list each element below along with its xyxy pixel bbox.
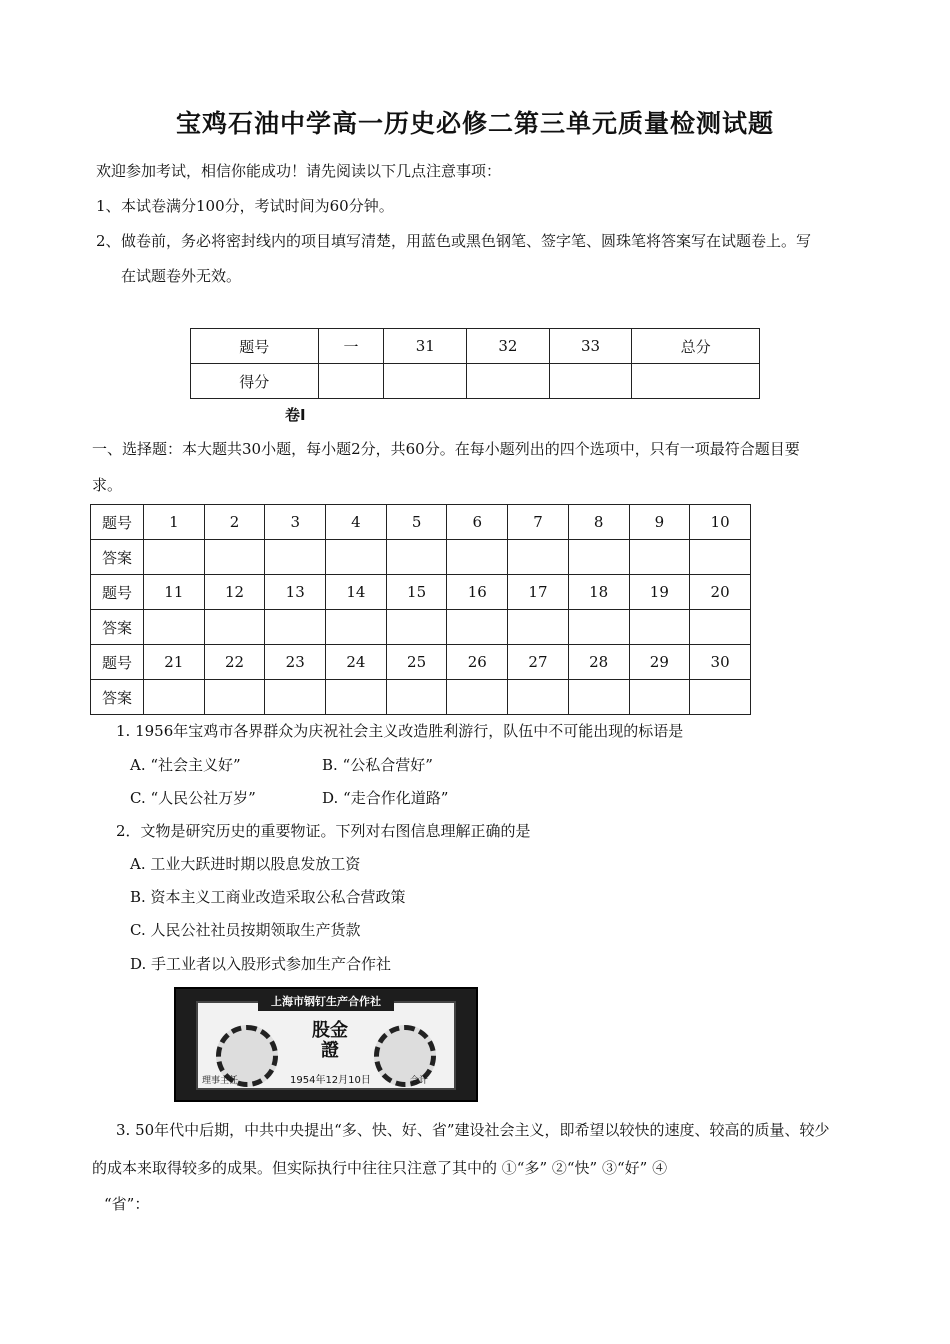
question-1-stem: 1. 1956年宝鸡市各界群众为庆祝社会主义改造胜利游行，队伍中不可能出现的标语是 — [116, 722, 684, 740]
score-table — [190, 328, 760, 399]
answer-entry-cell[interactable] — [508, 540, 569, 575]
answer-entry-row — [91, 540, 751, 575]
note-1-text: 本试卷满分100分，考试时间为60分钟。 — [121, 197, 394, 215]
question-number-cell: 6 — [447, 505, 508, 540]
answer-entry-cell[interactable] — [204, 540, 265, 575]
question-number-cell: 13 — [265, 575, 326, 610]
answer-table — [90, 504, 751, 715]
score-entry-cell[interactable] — [318, 364, 384, 399]
certificate-right-sign: 会计 — [409, 1076, 428, 1086]
question-number-cell: 9 — [629, 505, 690, 540]
answer-entry-cell[interactable] — [144, 680, 205, 715]
answer-entry-cell[interactable] — [508, 610, 569, 645]
question-3-stem-cont: 的成本来取得较多的成果。但实际执行中往往只注意了其中的 ①“多” ②“快” ③“好” ④ — [92, 1159, 668, 1177]
question-2-option-d[interactable]: D. 手工业者以入股形式参加生产合作社 — [130, 955, 392, 973]
answer-question-row — [91, 505, 751, 540]
question-number-cell: 23 — [265, 645, 326, 680]
answer-row-label: 题号 — [91, 645, 144, 680]
question-1-option-b[interactable]: B. “公私合营好” — [322, 756, 433, 774]
answer-entry-cell[interactable] — [326, 680, 387, 715]
note-2-text: 做卷前，务必将密封线内的项目填写清楚，用蓝色或黑色钢笔、签字笔、圆珠笔将答案写在试题卷上。写 — [121, 232, 812, 250]
question-number-cell: 28 — [568, 645, 629, 680]
answer-entry-cell[interactable] — [690, 610, 751, 645]
answer-question-row — [91, 645, 751, 680]
score-header-cell: 33 — [549, 329, 632, 364]
answer-entry-row — [91, 680, 751, 715]
certificate-inner-border — [196, 995, 456, 1090]
score-header-cell: 一 — [318, 329, 384, 364]
question-number-cell: 16 — [447, 575, 508, 610]
answer-entry-cell[interactable] — [447, 540, 508, 575]
answer-entry-cell[interactable] — [265, 610, 326, 645]
answer-entry-cell[interactable] — [508, 680, 569, 715]
answer-row-label: 答案 — [91, 680, 144, 715]
question-number-cell: 17 — [508, 575, 569, 610]
question-number-cell: 26 — [447, 645, 508, 680]
score-entry-cell[interactable] — [632, 364, 760, 399]
greeting-text: 欢迎参加考试，相信你能成功！请先阅读以下几点注意事项： — [96, 162, 502, 180]
answer-entry-row — [91, 610, 751, 645]
question-number-cell: 30 — [690, 645, 751, 680]
question-number-cell: 8 — [568, 505, 629, 540]
answer-entry-cell[interactable] — [144, 540, 205, 575]
question-number-cell: 14 — [326, 575, 387, 610]
section-instructions-cont: 求。 — [92, 476, 123, 494]
question-number-cell: 19 — [629, 575, 690, 610]
question-number-cell: 25 — [386, 645, 447, 680]
question-2-option-a[interactable]: A. 工业大跃进时期以股息发放工资 — [130, 855, 361, 873]
answer-entry-cell[interactable] — [629, 610, 690, 645]
score-entry-cell[interactable] — [384, 364, 467, 399]
question-number-cell: 29 — [629, 645, 690, 680]
score-entry-cell[interactable] — [549, 364, 632, 399]
answer-row-label: 答案 — [91, 610, 144, 645]
answer-entry-cell[interactable] — [386, 610, 447, 645]
section-label: 卷Ⅰ — [285, 406, 306, 424]
score-entry-cell[interactable] — [467, 364, 550, 399]
question-1-option-a[interactable]: A. “社会主义好” — [130, 756, 241, 774]
page-title: 宝鸡石油中学高一历史必修二第三单元质量检测试题 — [175, 109, 774, 138]
score-row-label: 得分 — [191, 364, 319, 399]
question-3-stem-end: “省”： — [104, 1195, 150, 1213]
answer-entry-cell[interactable] — [568, 610, 629, 645]
answer-entry-cell[interactable] — [690, 540, 751, 575]
question-number-cell: 3 — [265, 505, 326, 540]
note-1-number: 1、 — [96, 197, 121, 215]
answer-entry-cell[interactable] — [568, 540, 629, 575]
question-number-cell: 11 — [144, 575, 205, 610]
answer-entry-cell[interactable] — [629, 680, 690, 715]
answer-entry-cell[interactable] — [204, 680, 265, 715]
answer-entry-cell[interactable] — [447, 680, 508, 715]
question-number-cell: 20 — [690, 575, 751, 610]
answer-entry-cell[interactable] — [568, 680, 629, 715]
certificate-date: 1954年12月10日 — [290, 1075, 371, 1086]
answer-entry-cell[interactable] — [326, 540, 387, 575]
answer-entry-cell[interactable] — [144, 610, 205, 645]
answer-entry-cell[interactable] — [265, 680, 326, 715]
note-2-text-cont: 在试题卷外无效。 — [121, 267, 242, 285]
share-certificate-image — [174, 987, 478, 1102]
score-header-cell: 31 — [384, 329, 467, 364]
answer-entry-cell[interactable] — [386, 680, 447, 715]
note-2-number: 2、 — [96, 232, 121, 250]
question-number-cell: 1 — [144, 505, 205, 540]
question-number-cell: 21 — [144, 645, 205, 680]
section-instructions: 一、选择题：本大题共30小题，每小题2分，共60分。在每小题列出的四个选项中，只有一项最符合题目要 — [92, 440, 800, 458]
question-2-option-c[interactable]: C. 人民公社社员按期领取生产货款 — [130, 921, 361, 939]
question-number-cell: 10 — [690, 505, 751, 540]
answer-entry-cell[interactable] — [629, 540, 690, 575]
question-number-cell: 27 — [508, 645, 569, 680]
score-header-cell: 32 — [467, 329, 550, 364]
question-number-cell: 5 — [386, 505, 447, 540]
question-number-cell: 12 — [204, 575, 265, 610]
score-header-cell: 总分 — [632, 329, 760, 364]
certificate-header: 上海市钢钉生产合作社 — [258, 993, 394, 1011]
certificate-title: 股金證 — [312, 1020, 348, 1061]
answer-entry-cell[interactable] — [204, 610, 265, 645]
answer-entry-cell[interactable] — [265, 540, 326, 575]
answer-entry-cell[interactable] — [386, 540, 447, 575]
question-number-cell: 18 — [568, 575, 629, 610]
question-number-cell: 7 — [508, 505, 569, 540]
question-number-cell: 24 — [326, 645, 387, 680]
answer-entry-cell[interactable] — [447, 610, 508, 645]
question-2-option-b[interactable]: B. 资本主义工商业改造采取公私合营政策 — [130, 888, 406, 906]
answer-row-label: 答案 — [91, 540, 144, 575]
question-3-stem: 3. 50年代中后期，中共中央提出“多、快、好、省”建设社会主义，即希望以较快的速度、较高的质量、较少 — [116, 1121, 830, 1139]
question-number-cell: 15 — [386, 575, 447, 610]
question-number-cell: 4 — [326, 505, 387, 540]
answer-row-label: 题号 — [91, 505, 144, 540]
question-2-stem: 2．文物是研究历史的重要物证。下列对右图信息理解正确的是 — [116, 822, 531, 840]
answer-entry-cell[interactable] — [326, 610, 387, 645]
certificate-left-sign: 理事主任 — [202, 1076, 239, 1086]
question-number-cell: 22 — [204, 645, 265, 680]
score-header-cell: 题号 — [191, 329, 319, 364]
question-1-option-c[interactable]: C. “人民公社万岁” — [130, 789, 256, 807]
score-header-row — [191, 329, 760, 364]
answer-entry-cell[interactable] — [690, 680, 751, 715]
score-entry-row — [191, 364, 760, 399]
question-1-option-d[interactable]: D. “走合作化道路” — [322, 789, 449, 807]
answer-question-row — [91, 575, 751, 610]
answer-row-label: 题号 — [91, 575, 144, 610]
question-number-cell: 2 — [204, 505, 265, 540]
